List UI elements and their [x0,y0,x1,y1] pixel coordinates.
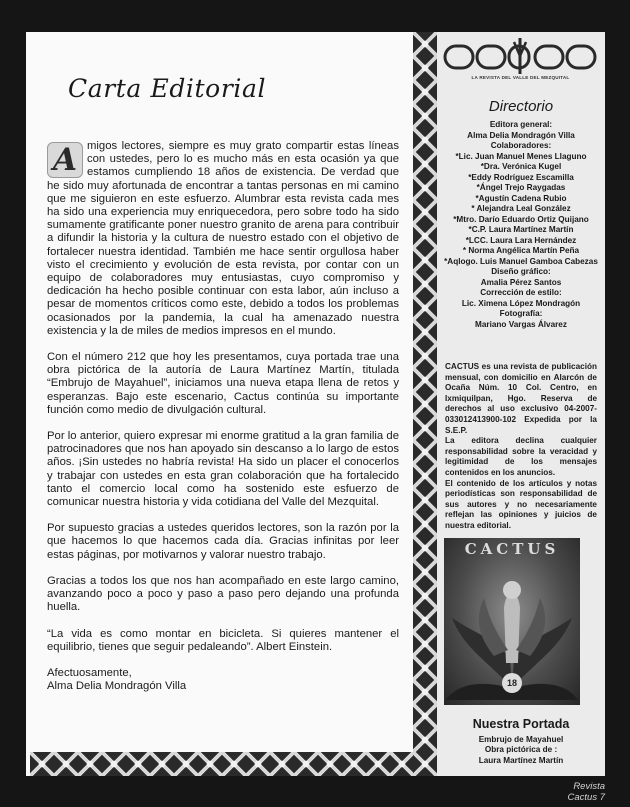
directory-list [441,120,601,330]
legal-paragraph: El contenido de los artículos y notas periodísticas son responsabilidad de sus autores y no necesariamente reflejan las opiniones y juicios de nuestra editorial. [445,478,597,530]
directory-line: *C.P. Laura Martínez Martín [468,225,574,234]
editorial-paragraph: Gracias a todos los que nos han acompañado en este largo camino, avanzando poco a poco y paso a paso pero dejando una profunda huella. [47,574,399,614]
directory-line: Diseño gráfico: [491,267,551,276]
directory-line: *LCC. Laura Lara Hernández [465,235,577,245]
anniversary-badge: 18 [502,673,522,693]
directory-line: Editora general: [489,120,553,129]
directory-line: Lic. Ximena López Mondragón [461,298,581,308]
directory-line: Mariano Vargas Álvarez [475,319,567,329]
directory-line: *Dra. Verónica Kugel [480,162,562,171]
legal-notice [445,362,597,532]
directory-line: Amalia Pérez Santos [480,277,562,287]
signature: Alma Delia Mondragón Villa [47,680,187,693]
legal-paragraph: La editora declina cualquier responsabilidad sobre la veracidad y legitimidad de los mensajes contenidos en los anuncios. [445,436,597,477]
directory-line: *Aqlogo. Luis Manuel Gamboa Cabezas [444,256,598,266]
editorial-paragraph: Por lo anterior, quiero expresar mi enorme gratitud a la gran familia de patrocinadores que nos han apoyado sin descanso a lo largo de estos años. ¡Sin ustedes no habría revista! Ha sido un placer el conocerlos y trabajar con ustedes en esta gran colaboración que ha fortalecido tanto el comercio local como ha sostenido este esfuerzo de comunicar nuestra historia y vida cotidiana del Valle del Mezquital. [47,430,399,509]
editorial-paragraph: A migos lectores, siempre es muy grato compartir estas líneas con ustedes, pero lo es mucho más en esta ocasión ya que estamos cumpliendo 18 años de existencia. De verdad que he sido muy afortunada de encontrar a tantas personas en mi camino que me siguieron en este esfuerzo. Alumbrar esta revista cada mes ha sido una experiencia muy enriquecedora, pero sobre todo ha sido sumamente gratificante poner nuestro granito de arena para contribuir a difundir la historia y la cultura de nuestro estado con el objetivo de fortalecer nuestra identidad. También me hace sentir orgullosa haber visto el crecimiento y evolución de esta revista, por contar con un equipo de colaboradores muy entusiastas, cuyo compromiso y dedicación ha hecho posible continuar con esta labor, aún incluso a pesar de momentos críticos como este, debido a todos los problemas ocasionados por la pandemia, la cual ha amenazado nuestra existencia y la de miles de medios impresos en el mundo. [47,140,399,337]
closing-line: Afectuosamente, [47,666,132,679]
cactus-logo [443,38,598,88]
directory-line: *Lic. Juan Manuel Menes Llaguno [455,151,587,161]
legal-paragraph: CACTUS es una revista de publicación mensual, con domicilio en Alarcón de Ocaña Núm. 10 Col. Centro, en Ixmiquilpan, Hgo. Reserva de derechos al uso exclusivo 04-2007-033012413900-102 Expedida por la S.E.P. [445,362,597,435]
editorial-title: Carta Editorial [68,74,267,103]
directory-line: *Ángel Trejo Raygadas [476,183,566,192]
directory-line: Fotografía: [499,309,543,318]
ornament-border-horizontal [30,752,413,776]
portada-line: Laura Martínez Martín [478,755,564,765]
logo-tagline: LA REVISTA DEL VALLE DEL MEZQUITAL [471,75,570,80]
directory-line: Corrección de estilo: [480,288,562,297]
portada-line: Embrujo de Mayahuel [478,735,564,744]
cover-image [444,538,580,705]
editorial-body [47,140,399,693]
directory-line: Colaboradores: [490,141,552,150]
directory-line: *Mtro. Darío Eduardo Ortiz Quijano [453,214,589,224]
portada-line: Obra pictórica de : [484,745,558,755]
editorial-paragraph: “La vida es como montar en bicicleta. Si quieres mantener el equilibrio, tienes que seguir pedaleando”. Albert Einstein. [47,627,399,653]
cactus-logo-icon [443,38,598,74]
directory-line: * Norma Angélica Martín Peña [462,246,580,255]
editorial-paragraph: Con el número 212 que hoy les presentamos, cuya portada trae una obra pictórica de la autoría de Laura Martínez Martín, titulada “Embrujo de Mayahuel”, iniciamos una nueva etapa llena de retos y esperanzas. Bajo este escenario, Cactus continúa su importante función como medio de divulgación cultural. [47,351,399,416]
directory-line: *Agustín Cadena Rubio [475,193,567,203]
editorial-paragraph: Por supuesto gracias a ustedes queridos lectores, son la razón por la que hacemos lo que hacemos cada día. Gracias infinitas por leer estas páginas, por motivarnos y valorar nuestro trabajo. [47,522,399,561]
directory-title: Directorio [488,98,554,115]
page-footer: Revista Cactus 7 [567,781,605,803]
drop-cap: A [47,142,83,178]
ornament-border-vertical [413,32,437,776]
directory-line: *Eddy Rodríguez Escamilla [468,172,574,182]
directory-line: Alma Delia Mondragón Villa [467,130,575,140]
directory-line: * Alejandra Leal González [471,204,571,213]
cover-logo: CACTUS [464,540,560,558]
portada-caption [437,735,605,766]
portada-title: Nuestra Portada [472,717,570,731]
